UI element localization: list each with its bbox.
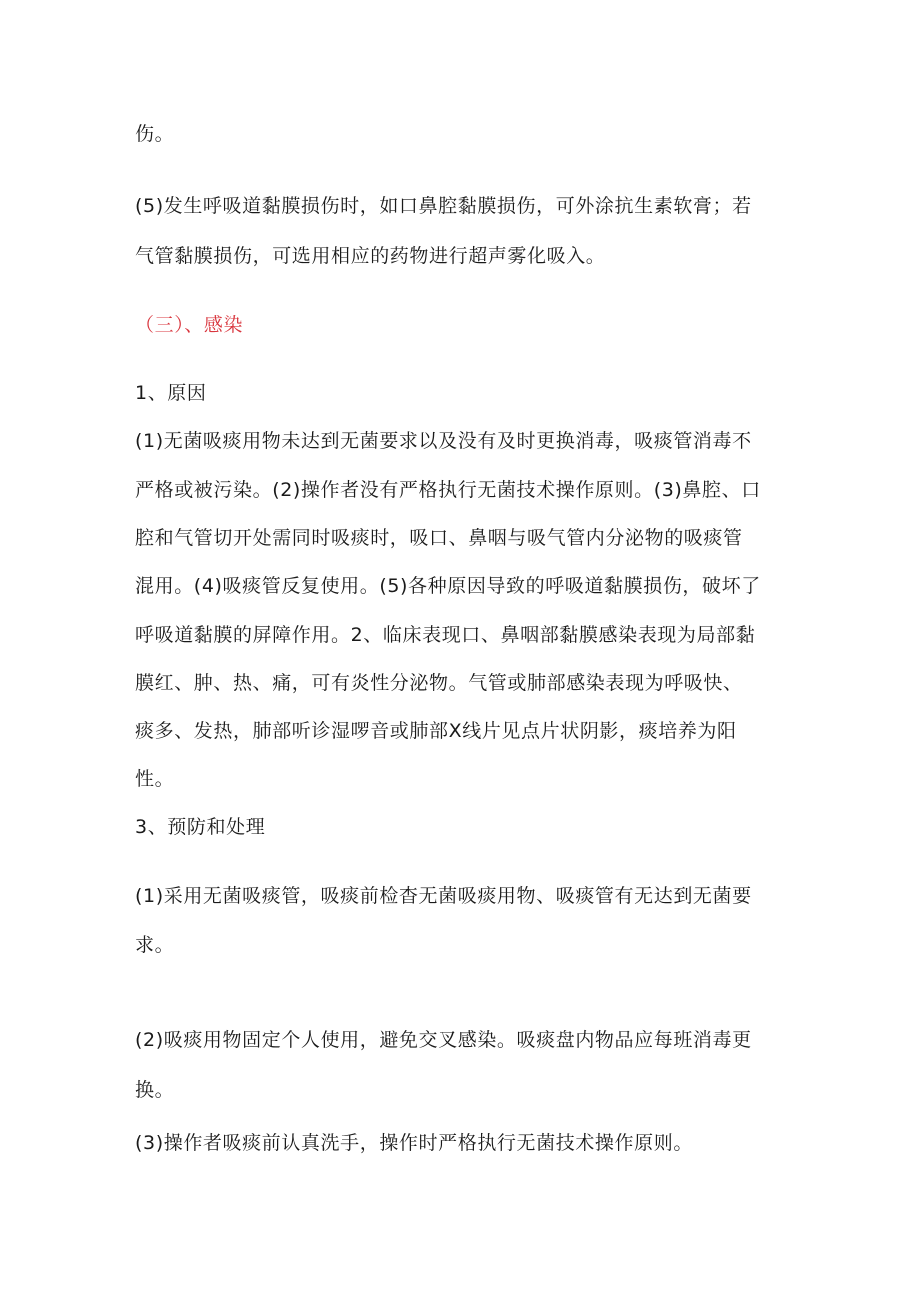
cause-paragraph-line-4: 混用。(4)吸痰管反复使用。(5)各种原因导致的呼吸道黏膜损伤，破坏了 [135, 575, 761, 597]
prevention-3-line-1: (3)操作者吸痰前认真洗手，操作时严格执行无菌技术操作原则。 [135, 1132, 693, 1154]
cause-paragraph-line-3: 腔和气管切开处需同时吸痰时，吸口、鼻咽与吸气管内分泌物的吸痰管 [135, 527, 743, 549]
cause-paragraph-line-6: 膜红、肿、热、痛，可有炎性分泌物。气管或肺部感染表现为呼吸快、 [135, 672, 743, 694]
paragraph-continuation: 伤。 [135, 123, 175, 145]
cause-paragraph-line-8: 性。 [135, 768, 175, 790]
prevention-1-line-1: (1)采用无菌吸痰管，吸痰前检杳无菌吸痰用物、吸痰管有无达到无菌要 [135, 885, 752, 907]
prevention-2-line-2: 换。 [135, 1079, 175, 1101]
cause-paragraph-line-7: 痰多、发热，肺部听诊湿啰音或肺部X线片见点片状阴影，痰培养为阳 [135, 720, 737, 742]
cause-heading: 1、原因 [135, 382, 207, 404]
cause-paragraph-line-5: 呼吸道黏膜的屏障作用。2、临床表现口、鼻咽部黏膜感染表现为局部黏 [135, 624, 756, 646]
cause-paragraph-line-2: 严格或被污染。(2)操作者没有严格执行无菌技术操作原则。(3)鼻腔、口 [135, 479, 761, 501]
prevention-2-line-1: (2)吸痰用物固定个人使用，避免交叉感染。吸痰盘内物品应每班消毒更 [135, 1029, 752, 1051]
section-heading-infection: （三）、感染 [135, 314, 244, 336]
prevention-heading: 3、预防和处理 [135, 816, 266, 838]
paragraph-5-line-2: 气管黏膜损伤，可选用相应的药物进行超声雾化吸入。 [135, 245, 606, 267]
cause-paragraph-line-1: (1)无菌吸痰用物未达到无菌要求以及没有及时更换消毒，吸痰管消毒不 [135, 430, 752, 452]
paragraph-5-line-1: (5)发生呼吸道黏膜损伤时，如口鼻腔黏膜损伤，可外涂抗生素软膏；若 [135, 195, 752, 217]
prevention-1-line-2: 求。 [135, 934, 175, 956]
